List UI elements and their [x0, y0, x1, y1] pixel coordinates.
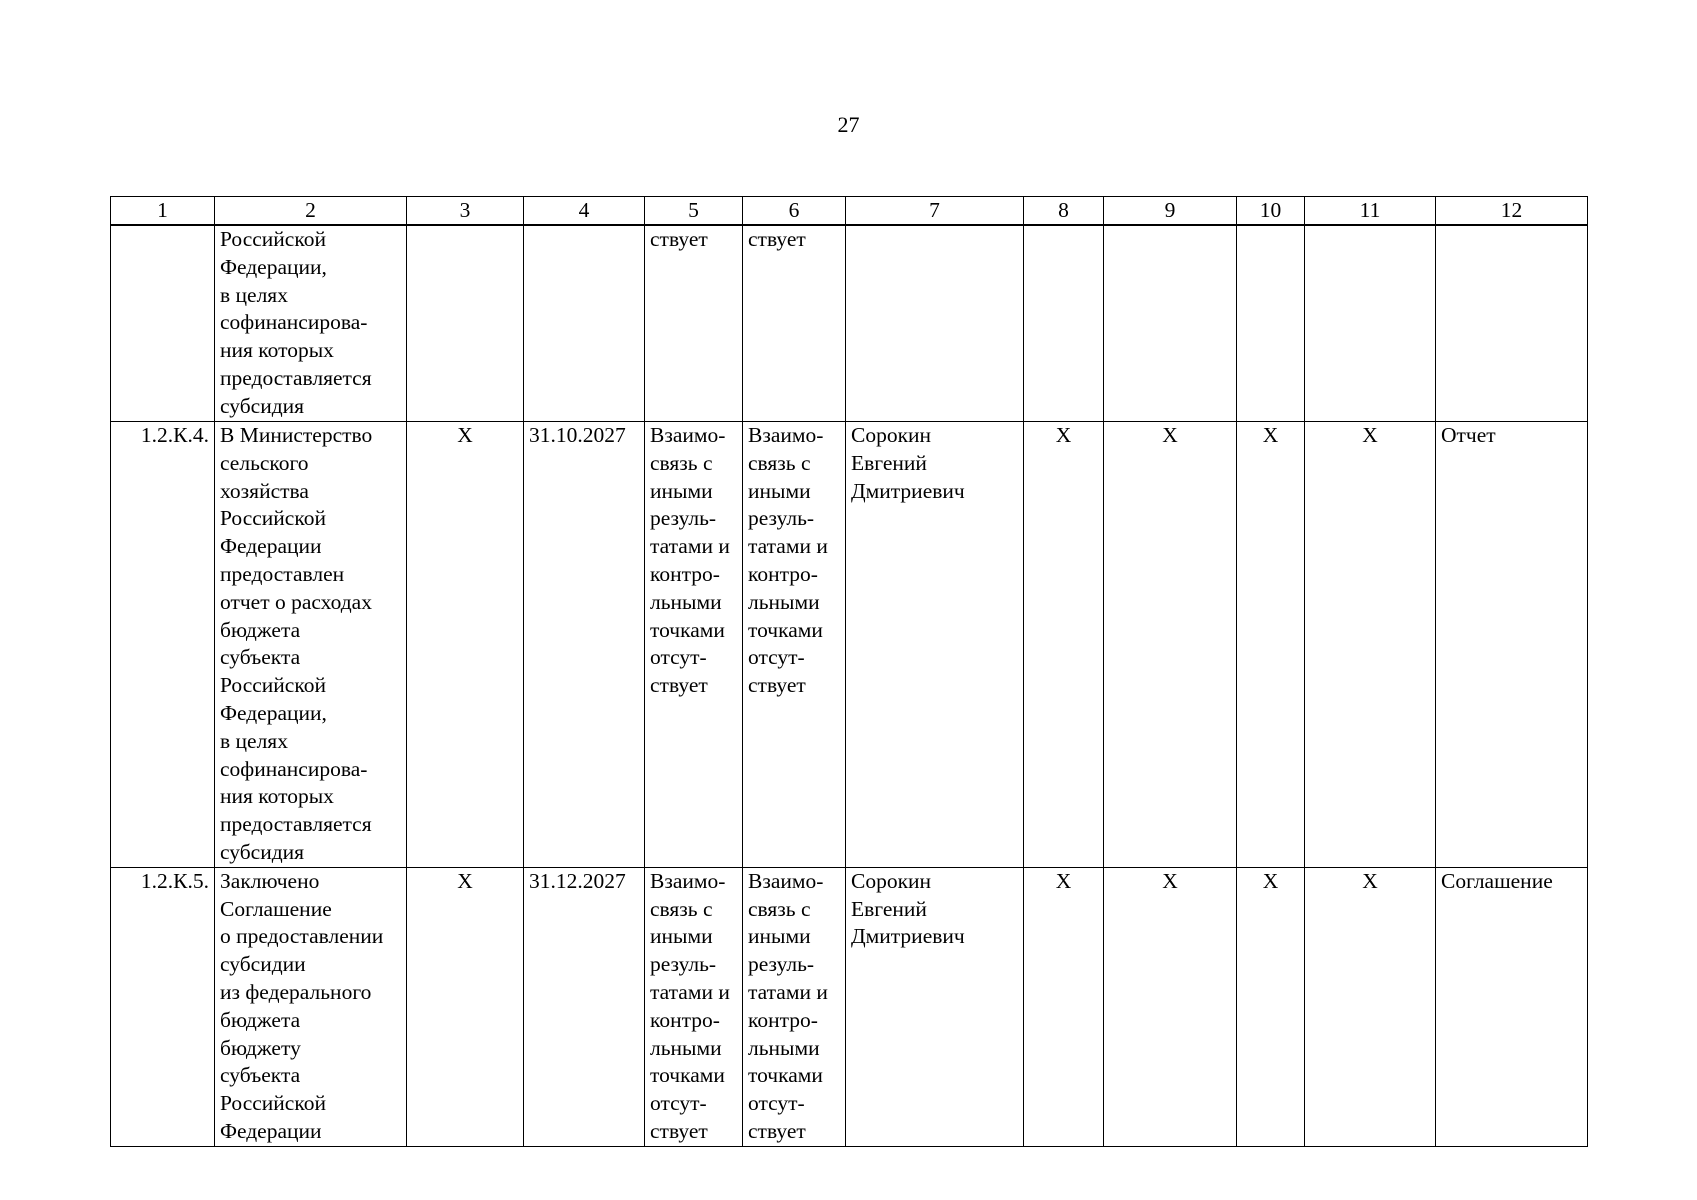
- cell-col-8: X: [1024, 422, 1104, 868]
- cell-col-11: X: [1305, 867, 1436, 1146]
- cell-col-8: X: [1024, 867, 1104, 1146]
- column-header-9: 9: [1104, 197, 1237, 226]
- responsible-person-cell: [846, 225, 1024, 422]
- cell-col-9: [1104, 225, 1237, 422]
- document-type-cell: [1436, 225, 1588, 422]
- column-header-3: 3: [407, 197, 524, 226]
- cell-col-9: X: [1104, 422, 1237, 868]
- cell-col-10: [1237, 225, 1305, 422]
- relation-cell-col-5: ствует: [645, 225, 743, 422]
- deadline-cell: 31.10.2027: [524, 422, 645, 868]
- responsible-person-cell: Сорокин Евгений Дмитриевич: [846, 422, 1024, 868]
- column-header-4: 4: [524, 197, 645, 226]
- column-header-7: 7: [846, 197, 1024, 226]
- column-header-10: 10: [1237, 197, 1305, 226]
- cell-col-10: X: [1237, 422, 1305, 868]
- cell-col-3: [407, 225, 524, 422]
- column-header-1: 1: [111, 197, 215, 226]
- header-row: [111, 197, 1588, 226]
- column-header-2: 2: [215, 197, 407, 226]
- table-row-1-2-k-5: [111, 867, 1588, 1146]
- cell-col-8: [1024, 225, 1104, 422]
- relation-cell-col-6: ствует: [743, 225, 846, 422]
- result-description-cell: Заключено Соглашение о предоставлении субсидии из федерального бюджета бюджету субъекта Российской Федерации: [215, 867, 407, 1146]
- column-header-6: 6: [743, 197, 846, 226]
- relation-cell-col-6: Взаимо- связь с иными резуль- татами и контро- льными точками отсут- ствует: [743, 867, 846, 1146]
- relation-cell-col-5: Взаимо- связь с иными резуль- татами и контро- льными точками отсут- ствует: [645, 422, 743, 868]
- row-number-cell: [111, 225, 215, 422]
- document-type-cell: Соглашение: [1436, 867, 1588, 1146]
- document-type-cell: Отчет: [1436, 422, 1588, 868]
- column-header-8: 8: [1024, 197, 1104, 226]
- table-row-continuation: [111, 225, 1588, 422]
- deadline-cell: [524, 225, 645, 422]
- document-table: [110, 196, 1588, 1147]
- table-row-1-2-k-4: [111, 422, 1588, 868]
- column-header-12: 12: [1436, 197, 1588, 226]
- cell-col-9: X: [1104, 867, 1237, 1146]
- result-description-cell: В Министерство сельского хозяйства Российской Федерации предоставлен отчет о расходах бюджета субъекта Российской Федерации, в целях софинансирова- ния которых предоставляется субсидия: [215, 422, 407, 868]
- cell-col-3: X: [407, 867, 524, 1146]
- row-number-cell: 1.2.К.4.: [111, 422, 215, 868]
- row-number-cell: 1.2.К.5.: [111, 867, 215, 1146]
- cell-col-11: X: [1305, 422, 1436, 868]
- column-header-5: 5: [645, 197, 743, 226]
- page-number: 27: [837, 112, 860, 137]
- result-description-cell: Российской Федерации, в целях софинансирова- ния которых предоставляется субсидия: [215, 225, 407, 422]
- cell-col-10: X: [1237, 867, 1305, 1146]
- cell-col-3: X: [407, 422, 524, 868]
- relation-cell-col-6: Взаимо- связь с иными резуль- татами и контро- льными точками отсут- ствует: [743, 422, 846, 868]
- responsible-person-cell: Сорокин Евгений Дмитриевич: [846, 867, 1024, 1146]
- cell-col-11: [1305, 225, 1436, 422]
- relation-cell-col-5: Взаимо- связь с иными резуль- татами и контро- льными точками отсут- ствует: [645, 867, 743, 1146]
- deadline-cell: 31.12.2027: [524, 867, 645, 1146]
- column-header-11: 11: [1305, 197, 1436, 226]
